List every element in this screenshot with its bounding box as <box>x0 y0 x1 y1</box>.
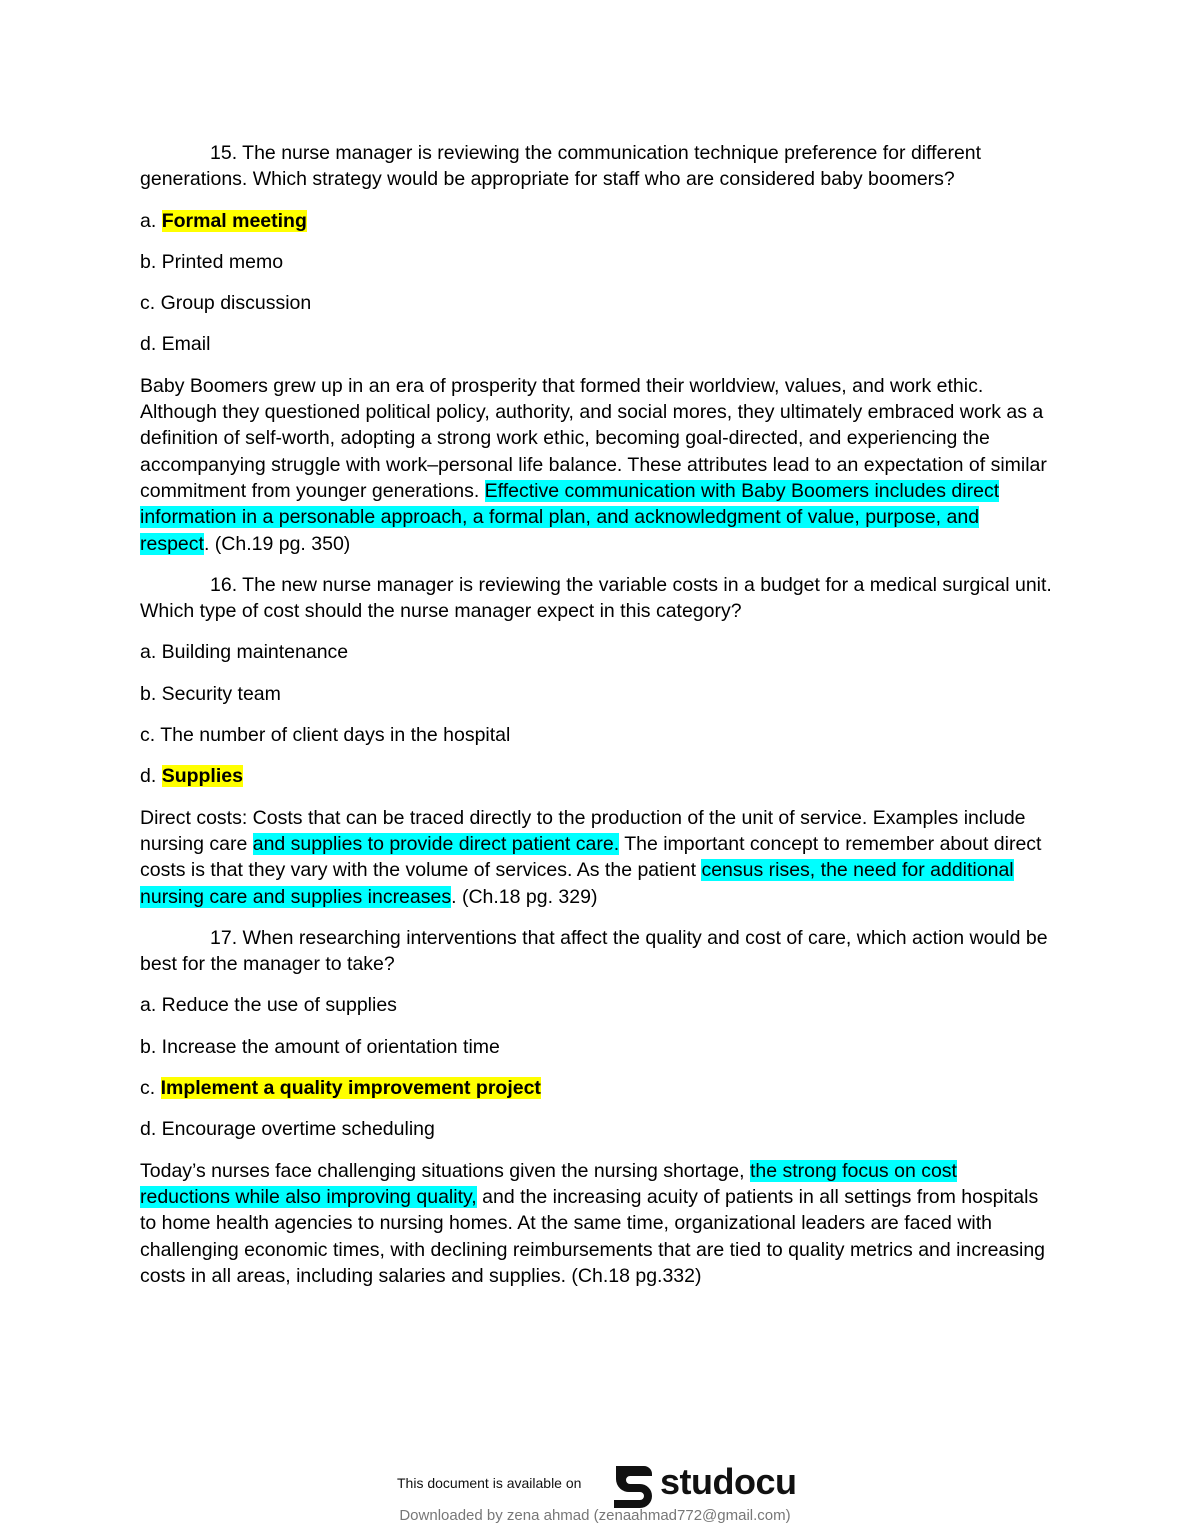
q15-rationale <box>140 373 1052 557</box>
rationale-reference: . (Ch.19 pg. 350) <box>203 532 351 555</box>
rationale-text: Direct costs: Costs that can be traced directly to the production of the unit of service. Examples include nursing care <box>140 806 1026 855</box>
q17-rationale <box>140 1158 1052 1289</box>
rationale-highlight: the strong focus on cost reductions while also improving quality, <box>140 1159 957 1208</box>
q16-option-c: c. The number of client days in the hospital <box>140 724 511 747</box>
correct-answer-highlight: Implement a quality improvement project <box>160 1077 541 1100</box>
q17-option-c <box>140 1075 1052 1101</box>
question-15-stem: 15. The nurse manager is reviewing the communication technique preference for different generations. Which strategy would be appropriate for staff who are considered baby boomers? <box>140 142 982 191</box>
q16-option-b: b. Security team <box>140 682 281 705</box>
studocu-logo-text: studocu <box>660 1461 797 1502</box>
q16-option-a: a. Building maintenance <box>140 641 349 664</box>
rationale-highlight: census rises, the need for additional nursing care and supplies increases <box>140 859 1014 908</box>
correct-answer-highlight: Supplies <box>161 765 243 788</box>
q17-option-b: b. Increase the amount of orientation time <box>140 1035 500 1058</box>
q17-option-d: d. Encourage overtime scheduling <box>140 1118 435 1141</box>
correct-answer-highlight: Formal meeting <box>161 209 307 232</box>
option-letter: a. <box>140 209 162 232</box>
q15-option-d: d. Email <box>140 333 211 356</box>
rationale-highlight: Effective communication with Baby Boomers includes direct information in a personable approach, a formal plan, and acknowledgment of value, purpose, and respect <box>140 479 1000 555</box>
document-page <box>140 140 1052 1304</box>
option-letter: c. <box>140 1077 161 1100</box>
question-17-stem: 17. When researching interventions that affect the quality and cost of care, which action would be best for the manager to take? <box>140 926 1048 976</box>
studocu-logo-icon <box>610 1460 656 1508</box>
question-16-stem: 16. The new nurse manager is reviewing the variable costs in a budget for a medical surgical unit. Which type of cost should the nurse manager expect in this category? <box>140 573 1052 623</box>
studocu-footer <box>0 1455 1190 1540</box>
q15-option-c: c. Group discussion <box>140 292 312 315</box>
rationale-text: Today’s nurses face challenging situations given the nursing shortage, <box>140 1159 750 1182</box>
rationale-text: The important concept to remember about direct costs is that they vary with the volume of services. As the patient <box>140 832 1042 882</box>
q16-option-d <box>140 763 1052 789</box>
rationale-text: Baby Boomers grew up in an era of prosperity that formed their worldview, values, and work ethic. Although they questioned political policy, authority, and social mores, they ultimately embraced work as a definition of self-worth, adopting a strong work ethic, becoming goal-directed, and experiencing the accompanying struggle with work–personal life balance. These attributes lead to an expectation of similar commitment from younger generations. <box>140 374 1047 502</box>
rationale-reference: . (Ch.18 pg. 329) <box>451 885 598 908</box>
option-letter: d. <box>140 765 162 788</box>
q16-rationale <box>140 805 1052 910</box>
q17-option-a: a. Reduce the use of supplies <box>140 994 397 1017</box>
q15-option-b: b. Printed memo <box>140 250 284 273</box>
q15-option-a <box>140 208 1052 234</box>
availability-text: This document is available on <box>397 1475 582 1491</box>
rationale-highlight: and supplies to provide direct patient care. <box>252 832 620 855</box>
downloaded-by-text: Downloaded by zena ahmad (zenaahmad772@gmail.com) <box>399 1507 791 1524</box>
rationale-text: and the increasing acuity of patients in all settings from hospitals to home health agencies to nursing homes. At the same time, organizational leaders are faced with challenging economic times, with declining reimbursements that are tied to quality metrics and increasing costs in all areas, including salaries and supplies. (Ch.18 pg.332) <box>140 1185 1046 1287</box>
